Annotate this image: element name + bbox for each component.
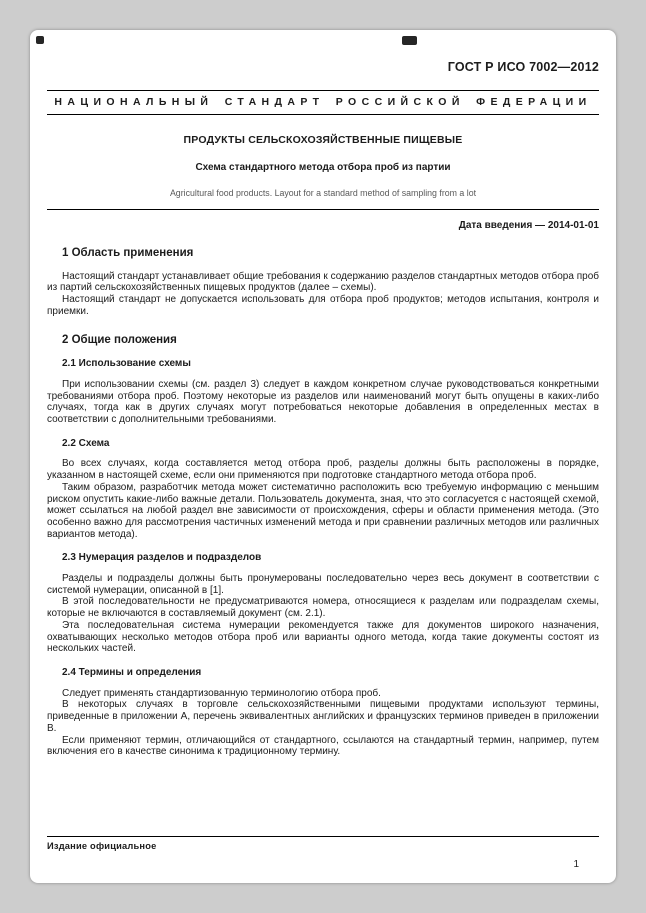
scan-artifact — [402, 36, 417, 45]
effective-date: Дата введения — 2014-01-01 — [458, 220, 599, 231]
document-body — [47, 248, 599, 758]
paragraph: Эта последовательная система нумерации рекомендуется также для документов широкого назначения, охватывающих несколько методов отбора проб или варианты одного метода, когда такие документы состоят из нескольких частей. — [47, 619, 599, 655]
paragraph: При использовании схемы (см. раздел 3) следует в каждом конкретном случае руководствоваться конкретными требованиями отбора проб. Поэтому некоторые из разделов или наименований могут быть опущены в каких-либо случаях, тогда как в других случаях могут потребоваться некоторые добавления в определенных местах в соответствии с дополнительными требованиями. — [47, 378, 599, 426]
section-heading: 1 Область применения — [62, 247, 194, 259]
subsection-heading: 2.1 Использование схемы — [62, 358, 191, 370]
document-header — [47, 60, 599, 231]
paragraph: Таким образом, разработчик метода может систематично расположить всю требуемую информацию с меньшим риском опустить какие-либо важные детали. Пользователь документа, зная, что это согласуется с настоящей схемой, может ссылаться на любой раздел вне зависимости от происхождения, сферы и области применения метода. (Это особенно важно для рассмотрения частичных изменений метода и при сравнении различных методов или различных вариантов метода). — [47, 481, 599, 540]
paragraph: Настоящий стандарт устанавливает общие требования к содержанию разделов стандартных методов отбора проб из партий сельскохозяйственных пищевых продуктов (далее – схемы). — [47, 270, 599, 294]
paragraph: В некоторых случаях в торговле сельскохозяйственными пищевыми продуктами используют термины, приведенные в приложении А, перечень эквивалентных английских и французских терминов приведен в приложении В. — [47, 699, 599, 734]
subsection-heading: 2.4 Термины и определения — [62, 666, 202, 678]
product-title: ПРОДУКТЫ СЕЛЬСКОХОЗЯЙСТВЕННЫЕ ПИЩЕВЫЕ — [183, 134, 463, 146]
title-english: Agricultural food products. Layout for a standard method of sampling from a lot — [169, 188, 477, 198]
section-scope — [47, 248, 599, 318]
paragraph: Следует применять стандартизованную терминологию отбора проб. — [62, 687, 381, 699]
federation-banner: НАЦИОНАЛЬНЫЙ СТАНДАРТ РОССИЙСКОЙ ФЕДЕРАЦИИ — [47, 90, 599, 115]
page-number: 1 — [573, 859, 579, 870]
subsection-heading: 2.2 Схема — [62, 437, 110, 449]
paragraph: Настоящий стандарт не допускается использовать для отбора проб продуктов; методов испытания, контроля и приемки. — [47, 294, 599, 317]
section-heading: 2 Общие положения — [62, 333, 177, 346]
header-rule — [47, 209, 599, 210]
edition-note: Издание официальное — [47, 841, 157, 851]
doc-code: ГОСТ Р ИСО 7002—2012 — [447, 60, 599, 74]
document-footer — [47, 836, 599, 870]
subsection-heading: 2.3 Нумерация разделов и подразделов — [62, 552, 262, 564]
paragraph: Во всех случаях, когда составляется метод отбора проб, разделы должны быть расположены в порядке, указанном в настоящей схеме, если они применяются при подготовке стандартного метода отбора проб. — [47, 458, 599, 482]
paragraph: Разделы и подразделы должны быть пронумерованы последовательно через весь документ в соответствии с системой нумерации, описанной в [1]. — [47, 573, 599, 596]
page-sheet — [30, 30, 616, 883]
section-general-provisions — [47, 335, 599, 758]
scan-artifact — [36, 36, 44, 44]
scheme-subtitle: Схема стандартного метода отбора проб из партии — [195, 162, 451, 173]
paragraph: Если применяют термин, отличающийся от стандартного, ссылаются на стандартный термин, например, путем включения его в качестве синонима к традиционному термину. — [47, 734, 599, 758]
paragraph: В этой последовательности не предусматриваются номера, относящиеся к разделам или подразделам схемы, которые не включаются в составляемый документ (см. 2.1). — [47, 596, 599, 620]
